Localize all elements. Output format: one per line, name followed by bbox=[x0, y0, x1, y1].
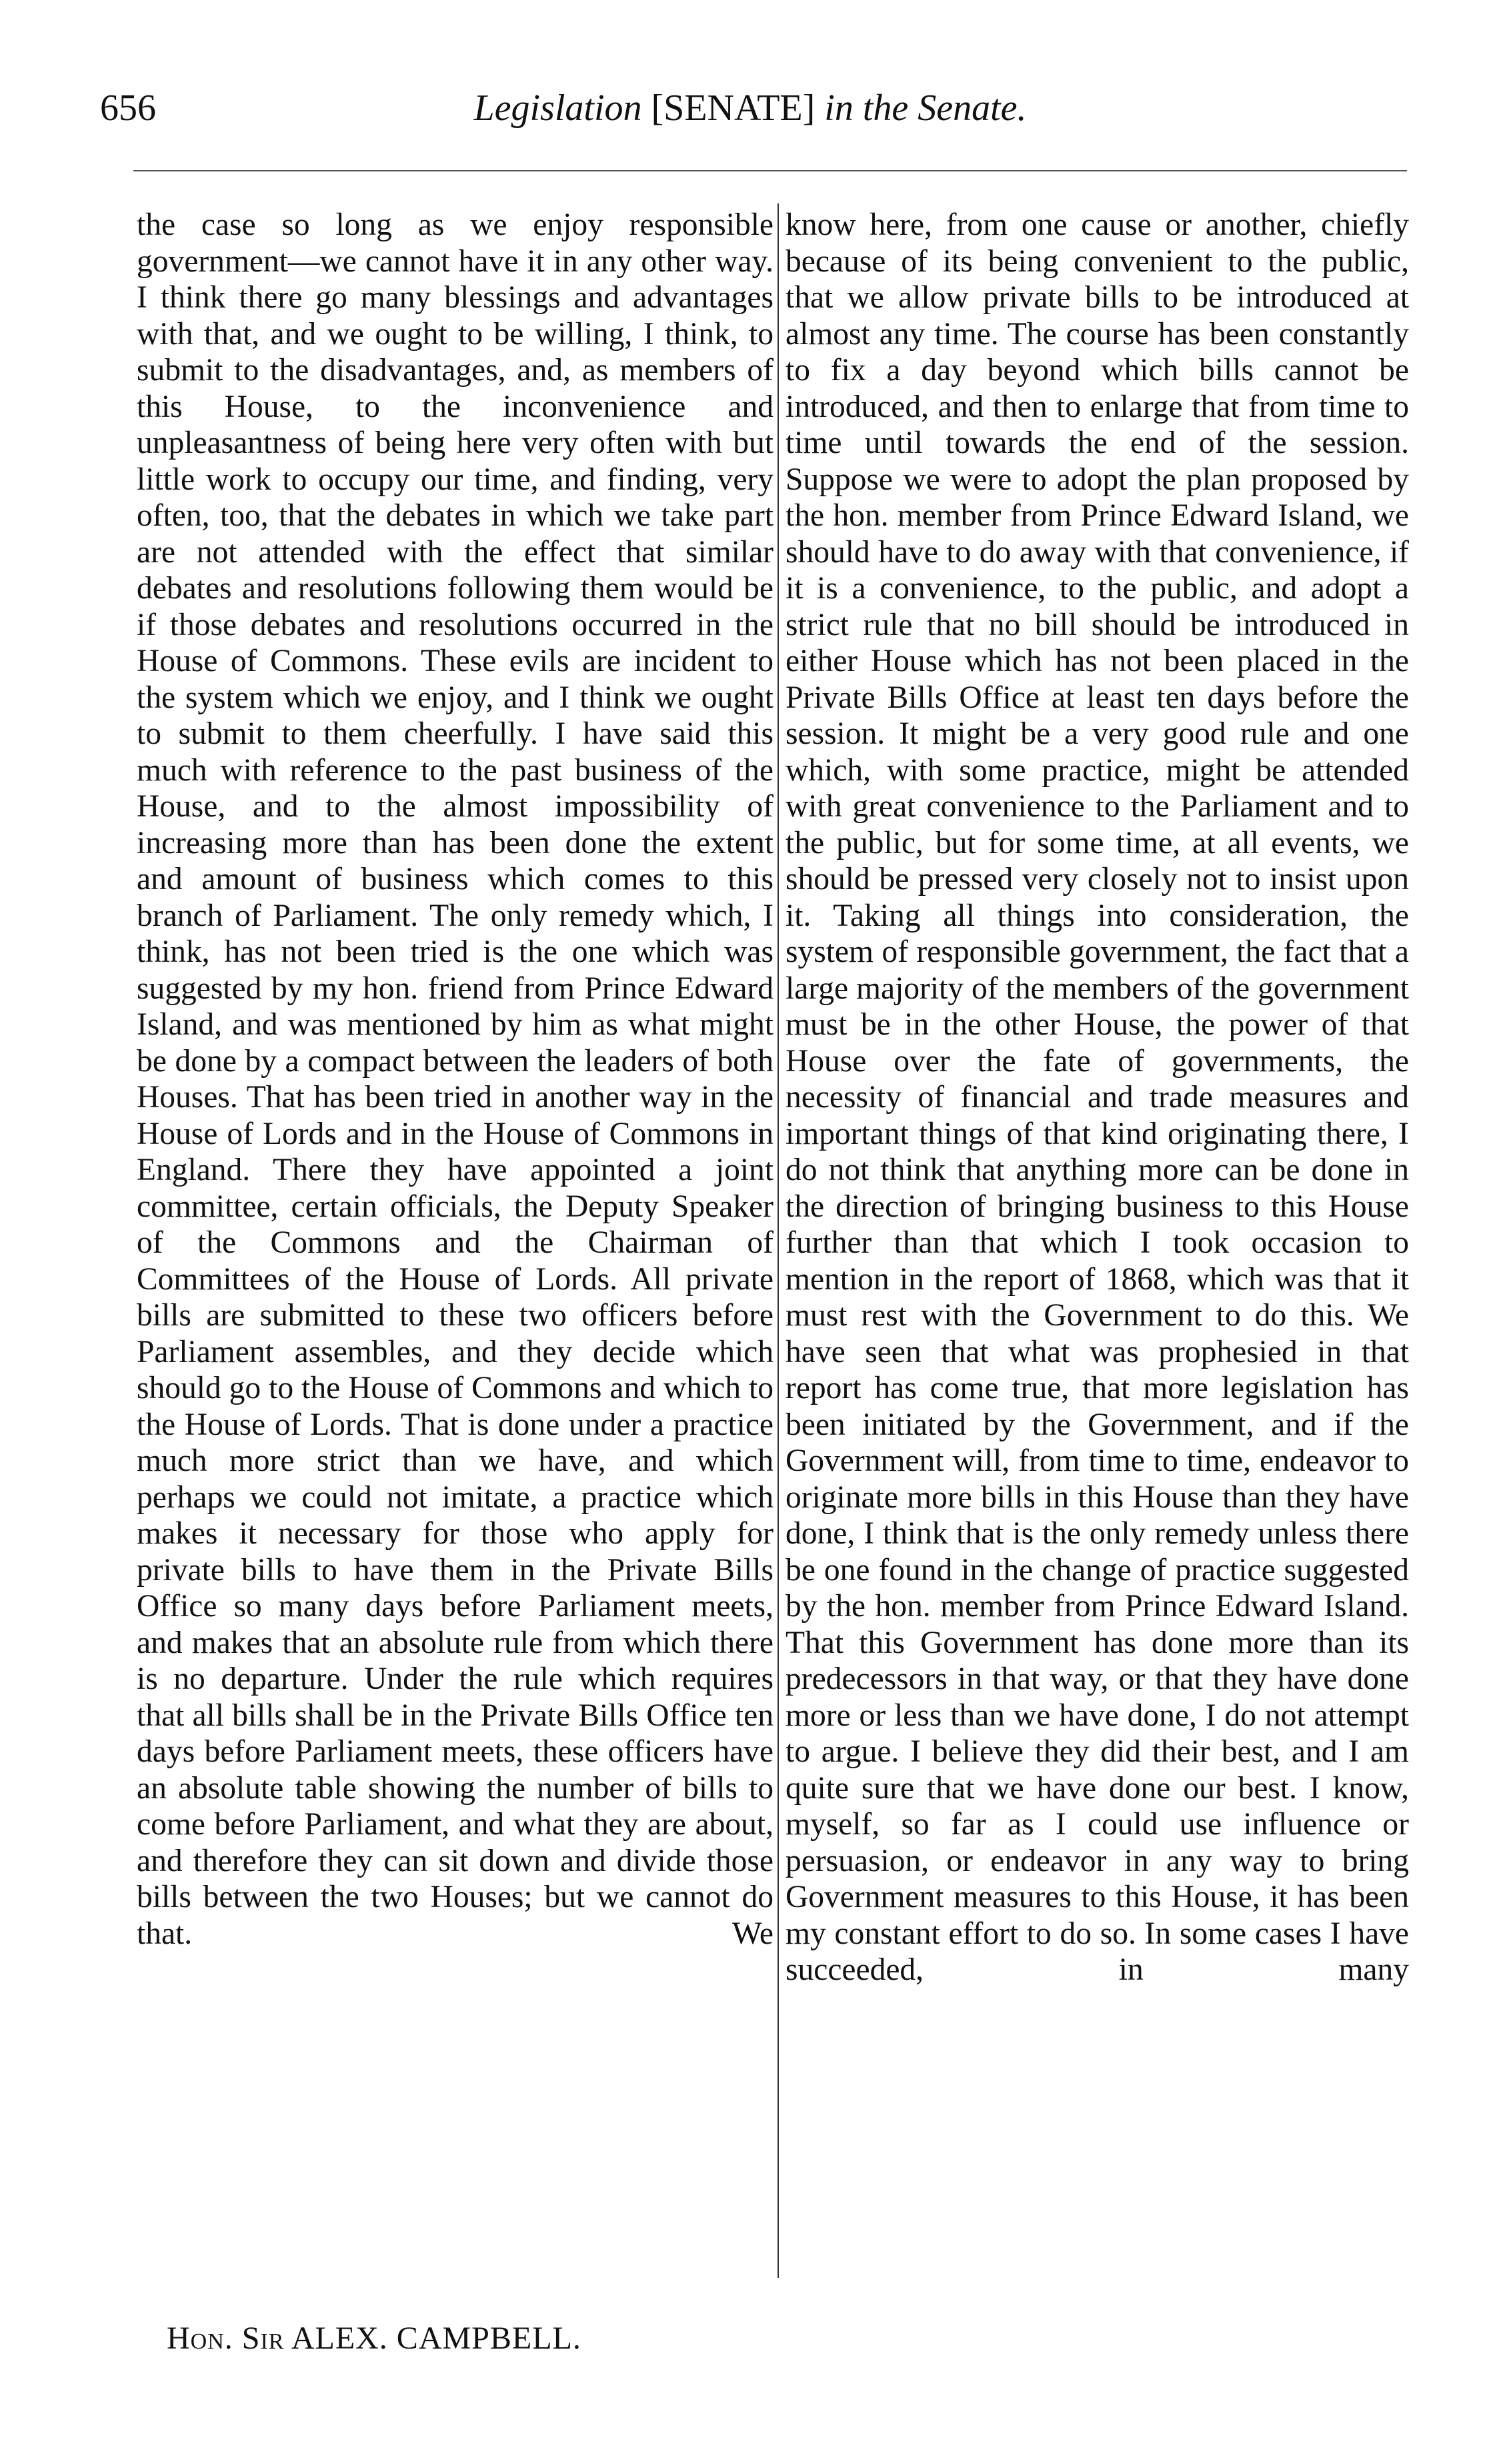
running-title-part1: Legislation bbox=[473, 87, 642, 129]
right-column-text: know here, from one cause or another, chiefly because of its being convenient to the public, that we allow private bills to be introduced at almost any time. The course has been constantly to fix a day beyond which bills cannot be introduced, and then to enlarge that from time to time until towards the end of the session. Suppose we were to adopt the plan proposed by the hon. member from Prince Edward Island, we should have to do away with that convenience, if it is a convenience, to the public, and adopt a strict rule that no bill should be introduced in either House which has not been placed in the Private Bills Office at least ten days before the session. It might be a very good rule and one which, with some practice, might be attended with great convenience to the Parliament and to the public, but for some time, at all events, we should be pressed very closely not to insist upon it. Taking all things into consideration, the system of responsible government, the fact that a large majority of the members of the government must be in the other House, the power of that House over the fate of governments, the necessity of financial and trade measures and important things of that kind originating there, I do not think that anything more can be done in the direction of bringing business to this House further than that which I took occasion to mention in the report of 1868, which was that it must rest with the Government to do this. We have seen that what was prophesied in that report has come true, that more legislation has been initiated by the Government, and if the Government will, from time to time, endeavor to originate more bills in this House than they have done, I think that is the only remedy unless there be one found in the change of practice suggested by the hon. member from Prince Edward Island. That this Government has done more than its predecessors in that way, or that they have done more or less than we have done, I do not attempt to argue. I believe they did their best, and I am quite sure that we have done our best. I know, myself, so far as I could use influence or persuasion, or endeavor in any way to bring Government measures to this House, it has been my constant effort to do so. In some cases I have succeeded, in many bbox=[786, 207, 1409, 1987]
running-title-part3: in the Senate. bbox=[824, 87, 1027, 129]
page-header bbox=[100, 87, 1400, 140]
speaker-footer bbox=[167, 2320, 581, 2357]
left-column-text: the case so long as we enjoy responsible government—we cannot have it in any other way. I think there go many blessings and advantages with that, and we ought to be willing, I think, to submit to the disadvantages, and, as members of this House, to the inconvenience and unpleasantness of being here very often with but little work to occupy our time, and finding, very often, too, that the debates in which we take part are not attended with the effect that similar debates and resolutions following them would be if those debates and resolutions occurred in the House of Commons. These evils are incident to the system which we enjoy, and I think we ought to submit to them cheerfully. I have said this much with reference to the past business of the House, and to the almost impossibility of increasing more than has been done the extent and amount of business which comes to this branch of Parliament. The only remedy which, I think, has not been tried is the one which was suggested by my hon. friend from Prince Edward Island, and was mentioned by him as what might be done by a compact between the leaders of both Houses. That has been tried in another way in the House of Lords and in the House of Commons in England. There they have appointed a joint committee, certain officials, the Deputy Speaker of the Commons and the Chairman of Committees of the House of Lords. All private bills are submitted to these two officers before Parliament assembles, and they decide which should go to the House of Commons and which to the House of Lords. That is done under a practice much more strict than we have, and which perhaps we could not imitate, a practice which makes it necessary for those who apply for private bills to have them in the Private Bills Office so many days before Parliament meets, and makes that an absolute rule from which there is no departure. Under the rule which requires that all bills shall be in the Private Bills Office ten days before Parliament meets, these officers have an absolute table showing the number of bills to come before Parliament, and what they are about, and therefore they can sit down and divide those bills between the two Houses; but we cannot do that. We bbox=[137, 207, 774, 1951]
running-title-senate: [SENATE] bbox=[651, 87, 816, 129]
left-column bbox=[137, 207, 774, 1952]
speaker-name: ALEX. CAMPBELL. bbox=[291, 2321, 581, 2356]
column-divider bbox=[778, 203, 779, 2278]
running-title bbox=[100, 87, 1400, 129]
speaker-prefix: Hon. Sir bbox=[167, 2321, 285, 2356]
page-number: 656 bbox=[100, 87, 156, 129]
right-column bbox=[786, 207, 1409, 1988]
header-rule bbox=[133, 170, 1407, 171]
